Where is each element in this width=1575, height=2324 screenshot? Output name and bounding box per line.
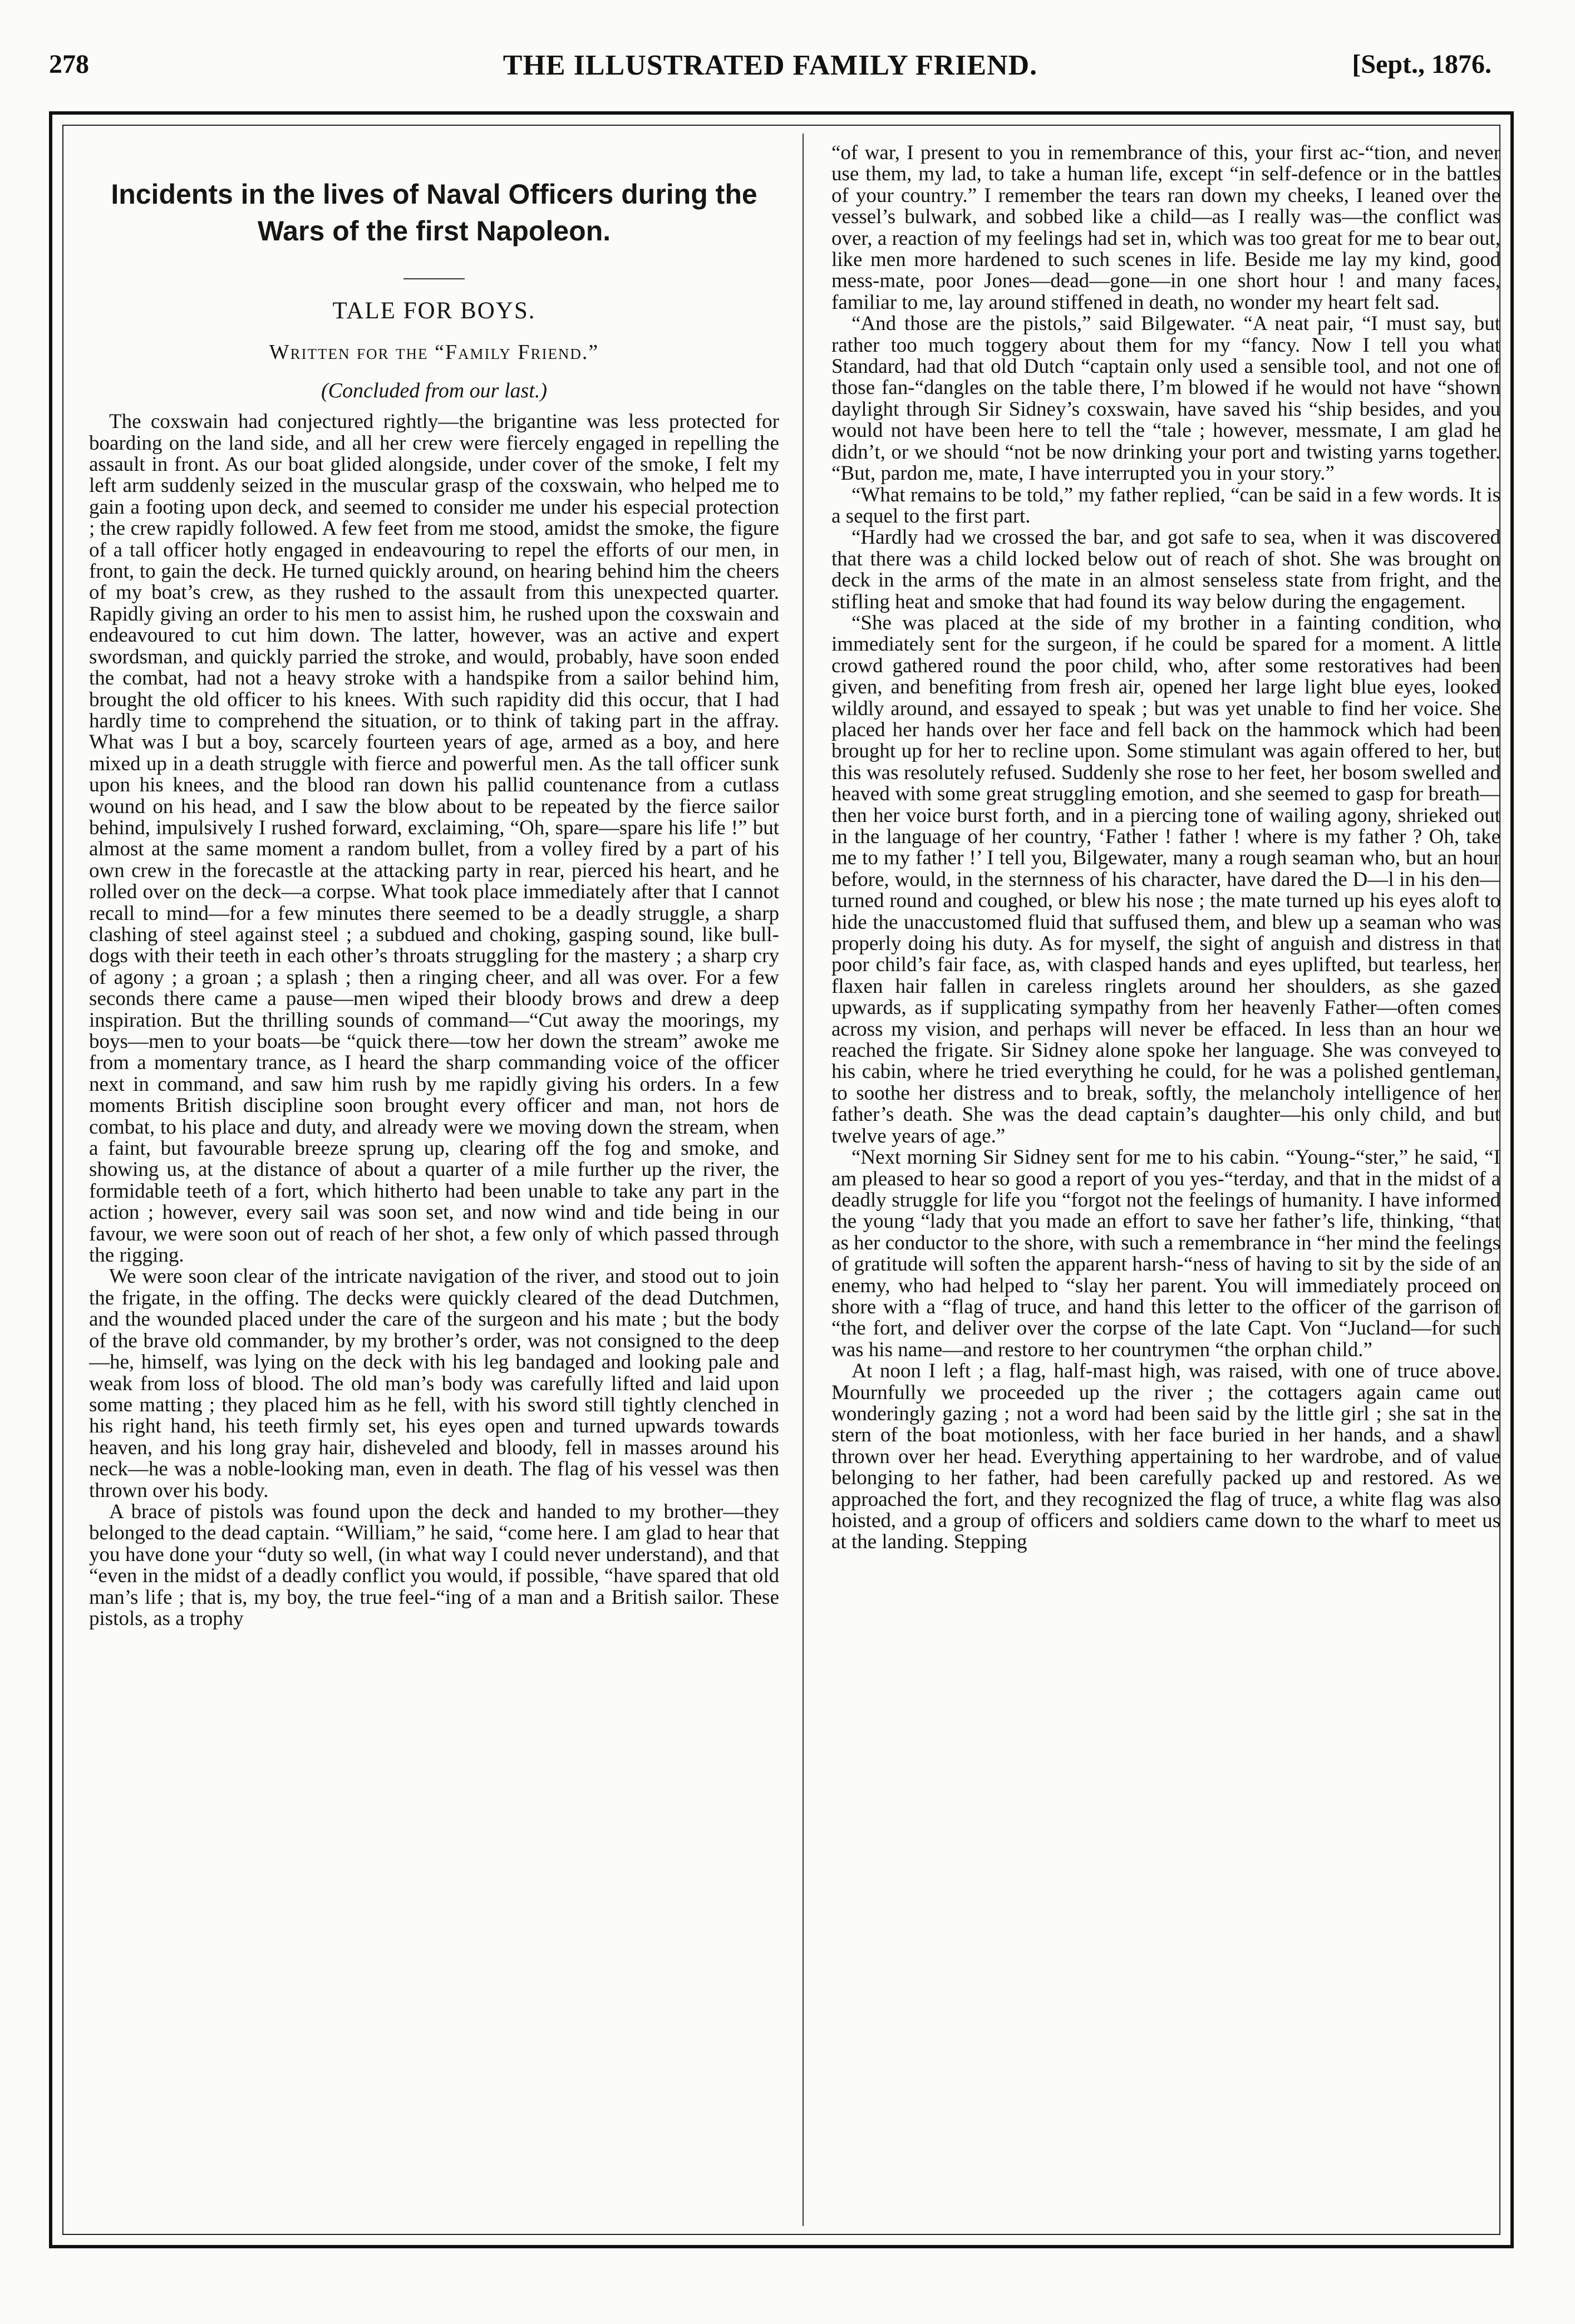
- left-paragraph-1: The coxswain had conjectured rightly—the brigantine was less protected for boarding on the land side, and all her crew were fiercely engaged in repelling the assault in front. As our boat glided alongside, under cover of the smoke, I felt my left arm suddenly seized in the muscular grasp of the coxswain, who helped me to gain a footing upon deck, and seemed to consider me under his especial protection ; the crew rapidly followed. A few feet from me stood, amidst the smoke, the figure of a tall officer hotly engaged in endeavouring to repel the efforts of our men, in front, to gain the deck. He turned quickly around, on hearing behind him the cheers of my boat’s crew, as they rushed to the assault from this unexpected quarter. Rapidly giving an order to his men to assist him, he rushed upon the coxswain and endeavoured to cut him down. The latter, however, was an active and expert swordsman, and quickly parried the stroke, and would, probably, have soon ended the combat, had not a heavy stroke with a handspike from a sailor behind him, brought the old officer to his knees. With such rapidity did this occur, that I had hardly time to comprehend the situation, or to think of taking part in the affray. What was I but a boy, scarcely fourteen years of age, armed as a boy, and here mixed up in a death struggle with fierce and powerful men. As the tall officer sunk upon his knees, and the blood ran down his pallid countenance from a cutlass wound on his head, and I saw the blow about to be repeated by the fierce sailor behind, impulsively I rushed forward, exclaiming, “Oh, spare—spare his life !” but almost at the same moment a random bullet, from a volley fired by a part of his own crew in the forecastle at the attacking party in rear, pierced his heart, and he rolled over on the deck—a corpse. What took place immediately after that I cannot recall to mind—for a few minutes there seemed to be a deadly struggle, a sharp clashing of steel against steel ; a subdued and choking, gasping sound, like bull-dogs with their teeth in each other’s throats struggling for the mastery ; a sharp cry of agony ; a groan ; a splash ; then a ringing cheer, and all was over. For a few seconds there came a pause—men wiped their bloody brows and drew a deep inspiration. But the thrilling sounds of command—“Cut away the moorings, my boys—men to your boats—be “quick there—tow her down the stream” awoke me from a momentary trance, as I heard the sharp commanding voice of the officer next in command, and saw him rush by me rapidly giving his orders. In a few moments British discipline soon brought every officer and man, not hors de combat, to his place and duty, and already were we moving down the stream, when a faint, but favourable breeze sprung up, clearing off the fog and smoke, and showing us, at the distance of about a quarter of a mile further up the river, the formidable teeth of a fort, which hitherto had been unable to take any part in the action ; however, every sail was soon set, and now wind and tide being in our favour, we were soon out of reach of her shot, a few only of which passed through the rigging.: [89, 410, 779, 1267]
- right-paragraph-4: “Hardly had we crossed the bar, and got safe to sea, when it was discovered that there was a child locked below out of reach of shot. She was brought on deck in the arms of the mate in an almost senseless state from fright, and the stifling heat and smoke that had found its way below during the engagement.: [831, 526, 1500, 613]
- right-paragraph-6: “Next morning Sir Sidney sent for me to his cabin. “Young-“ster,” he said, “I am pleased to hear so good a report of you yes-“terday, and that in the midst of a deadly struggle for life you “forgot not the feelings of humanity. I have informed the young “lady that you made an effort to save her father’s life, thinking, “that as her conductor to the shore, with such a remembrance in “her mind the feelings of gratitude will soften the apparent harsh-“ness of having to sit by the side of an enemy, who had helped to “slay her parent. You will immediately proceed on shore with a “flag of truce, and hand this letter to the officer of the garrison of “the fort, and deliver over the corpse of the late Capt. Von “Jucland—for such was his name—and restore to her countrymen “the orphan child.”: [831, 1146, 1500, 1361]
- issue-date: [Sept., 1876.: [1352, 50, 1492, 79]
- right-paragraph-1: “of war, I present to you in remembrance of this, your first ac-“tion, and never use them, my lad, to take a human life, except “in self-defence or in the battles of your country.” I remember the tears ran down my cheeks, I leaned over the vessel’s bulwark, and sobbed like a child—as I really was—the conflict was over, a reaction of my feelings had set in, which was too great for me to bear out, like men more hardened to such scenes in life. Beside me lay my kind, good mess-mate, poor Jones—dead—gone—in one short hour ! and many faces, familiar to me, lay around stiffened in death, no wonder my heart felt sad.: [831, 142, 1500, 314]
- right-paragraph-7: At noon I left ; a flag, half-mast high, was raised, with one of truce above. Mournfully we proceeded up the river ; the cottagers again came out wonderingly gazing ; not a word had been said by the little girl ; she sat in the stern of the boat motionless, with her face buried in her hands, and a shawl thrown over her head. Everything appertaining to her wardrobe, and of value belonging to her father, had been carefully packed up and restored. As we approached the fort, and they recognized the flag of truce, a white flag was also hoisted, and a group of officers and soldiers came down to the wharf to meet us at the landing. Stepping: [831, 1360, 1500, 1554]
- right-paragraph-2: “And those are the pistols,” said Bilgewater. “A neat pair, “I must say, but rather too much toggery about them for my “fancy. Now I tell you what Standard, had that old Dutch “captain only used a sensible tool, and not one of those fan-“dangles on the table there, I’m blowed if he would not have “shown daylight through Sir Sidney’s coxswain, have saved his “ship besides, and you would not have been here to tell the “tale ; however, messmate, I am glad he didn’t, or we should “not be now drinking your port and twisting yarns together. “But, pardon me, mate, I have interrupted you in your story.”: [831, 312, 1500, 485]
- article-subtitle: TALE FOR BOYS.: [332, 298, 536, 324]
- article-frame-inner: [62, 125, 1500, 2235]
- left-column: [89, 142, 779, 2217]
- article-byline: Written for the “Family Friend.”: [269, 341, 599, 365]
- article-frame: [49, 111, 1514, 2248]
- title-divider: [403, 278, 465, 279]
- page-number: 278: [49, 50, 89, 79]
- right-paragraph-3: “What remains to be told,” my father replied, “can be said in a few words. It is a sequel to the first part.: [831, 483, 1500, 528]
- magazine-title: THE ILLUSTRATED FAMILY FRIEND.: [503, 50, 1038, 81]
- article-title: Incidents in the lives of Naval Officers during the Wars of the first Napoleon.: [111, 179, 757, 247]
- left-paragraph-3: A brace of pistols was found upon the deck and handed to my brother—they belonged to the dead captain. “William,” he said, “come here. I am glad to hear that you have done your “duty so well, (in what way I could never understand), and that “even in the midst of a deadly conflict you would, if possible, “have spared that old man’s life ; that is, my boy, the true feel-“ing of a man and a British sailor. These pistols, as a trophy: [89, 1500, 779, 1630]
- right-paragraph-5: “She was placed at the side of my brother in a fainting condition, who immediately sent for the surgeon, if he could be spared for a moment. A little crowd gathered round the poor child, who, after some restoratives had been given, and benefiting from fresh air, opened her large light blue eyes, looked wildly around, and essayed to speak ; but was yet unable to find her voice. She placed her hands over her face and fell back on the hammock which had been brought up for her to recline upon. Some stimulant was again offered to her, but this was resolutely refused. Suddenly she rose to her feet, her bosom swelled and heaved with some great struggling emotion, and she seemed to gasp for breath—then her voice burst forth, and in a piercing tone of wailing agony, shrieked out in the language of her country, ‘Father ! father ! where is my father ? Oh, take me to my father !’ I tell you, Bilgewater, many a rough seaman who, but an hour before, would, in the sternness of his character, have dared the D—l in his den—turned round and coughed, or blew his nose ; the mate turned up his eyes aloft to hide the unaccustomed fluid that suffused them, and blew up a seaman who was properly doing his duty. As for myself, the sight of anguish and distress in that poor child’s fair face, as, with clasped hands and eyes uplifted, but tearless, her flaxen hair fallen in careless ringlets around her shoulders, as she gazed upwards, as if supplicating sympathy from her heavenly Father—often comes across my vision, and perhaps will never be effaced. In less than an hour we reached the frigate. Sir Sidney alone spoke her language. She was conveyed to his cabin, where he tried everything he could, for he was a polished gentleman, to soothe her distress and to break, softly, the melancholy intelligence of her father’s death. She was the dead captain’s daughter—his only child, and but twelve years of age.”: [831, 611, 1500, 1148]
- column-divider: [803, 134, 804, 2226]
- running-head: [49, 49, 1492, 99]
- left-paragraph-2: We were soon clear of the intricate navigation of the river, and stood out to join the frigate, in the offing. The decks were quickly cleared of the dead Dutchmen, and the wounded placed under the care of the surgeon and his mate ; but the body of the brave old commander, by my brother’s order, was not consigned to the deep—he, himself, was lying on the deck with his leg bandaged and looking pale and weak from loss of blood. The old man’s body was carefully lifted and laid upon some matting ; they placed him as he fell, with his sword still tightly clenched in his right hand, his teeth firmly set, his eyes open and turned upwards towards heaven, and his long gray hair, disheveled and bloody, fell in masses around his neck—he was a noble-looking man, even in death. The flag of his vessel was then thrown over his body.: [89, 1265, 779, 1502]
- right-column: [831, 142, 1500, 2217]
- continuation-note: (Concluded from our last.): [321, 378, 547, 402]
